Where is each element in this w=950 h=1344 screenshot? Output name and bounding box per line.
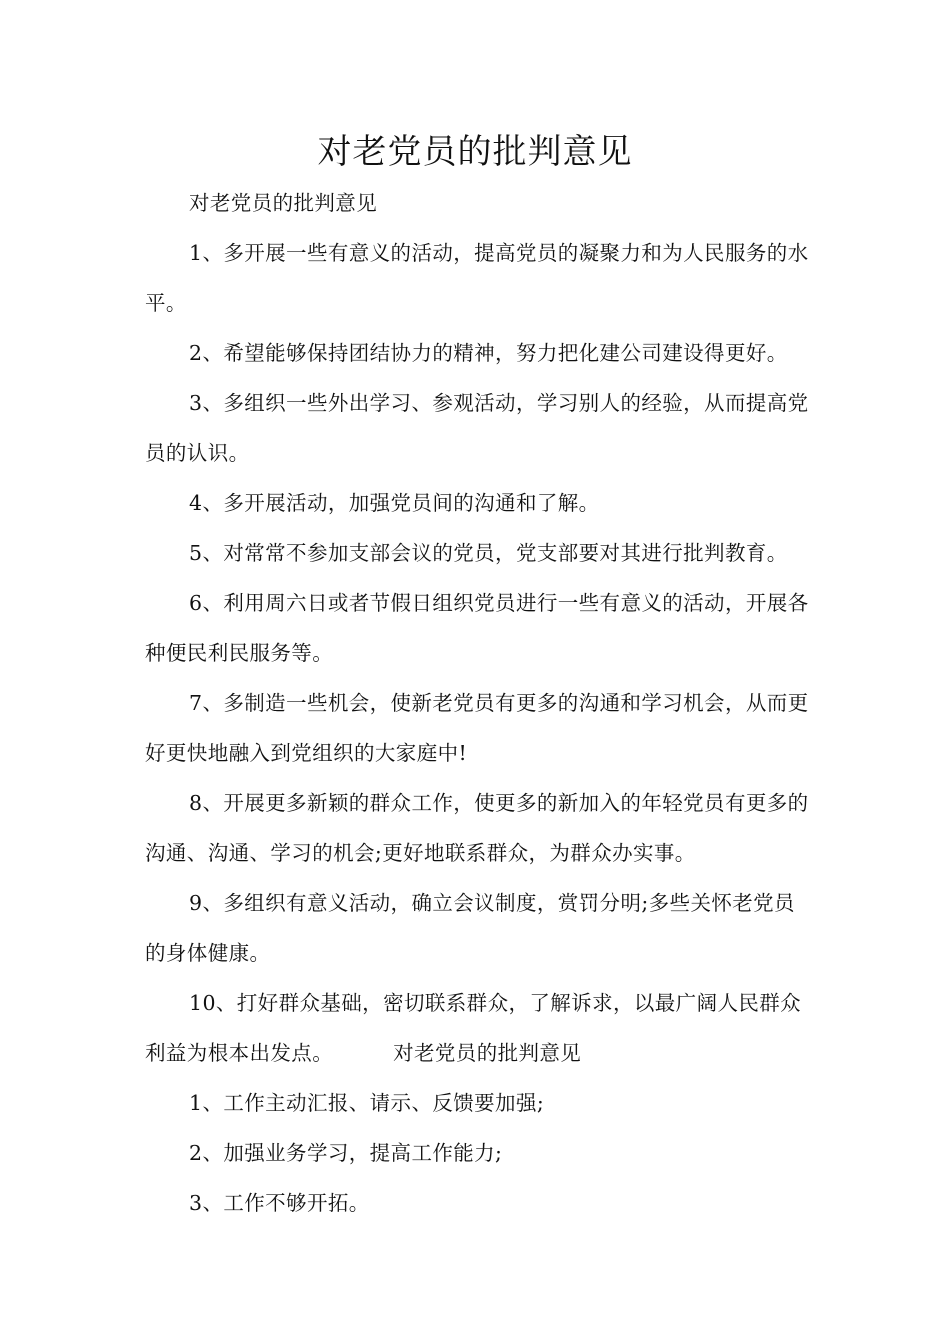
list-item: 5、对常常不参加支部会议的党员，党支部要对其进行批判教育。 [189, 541, 788, 565]
list-item: 2、希望能够保持团结协力的精神，努力把化建公司建设得更好。 [189, 341, 788, 365]
list-item: 1、工作主动汇报、请示、反馈要加强; [189, 1091, 545, 1115]
section-heading: 对老党员的批判意见 [393, 1041, 582, 1065]
list-item: 4、多开展活动，加强党员间的沟通和了解。 [189, 491, 600, 515]
list-item: 10、打好群众基础，密切联系群众，了解诉求，以最广阔人民群众利益为根本出发点。 [145, 991, 802, 1065]
list-item: 8、开展更多新颖的群众工作，使更多的新加入的年轻党员有更多的沟通、沟通、学习的机会;更好地联系群众，为群众办实事。 [145, 791, 809, 865]
list-item: 6、利用周六日或者节假日组织党员进行一些有意义的活动，开展各种便民利民服务等。 [145, 591, 809, 665]
section-heading: 对老党员的批判意见 [189, 191, 378, 215]
list-item: 2、加强业务学习，提高工作能力; [189, 1141, 503, 1165]
list-item: 1、多开展一些有意义的活动，提高党员的凝聚力和为人民服务的水平。 [145, 241, 809, 315]
list-item: 9、多组织有意义活动，确立会议制度，赏罚分明;多些关怀老党员的身体健康。 [145, 891, 795, 965]
list-item: 7、多制造一些机会，使新老党员有更多的沟通和学习机会，从而更好更快地融入到党组织的大家庭中! [145, 691, 809, 765]
list-item: 3、工作不够开拓。 [189, 1191, 370, 1215]
list-item-with-heading [145, 978, 810, 1078]
document-title: 对老党员的批判意见 [317, 132, 633, 172]
document-body [145, 178, 810, 1228]
list-item: 3、多组织一些外出学习、参观活动，学习别人的经验，从而提高党员的认识。 [145, 391, 809, 465]
